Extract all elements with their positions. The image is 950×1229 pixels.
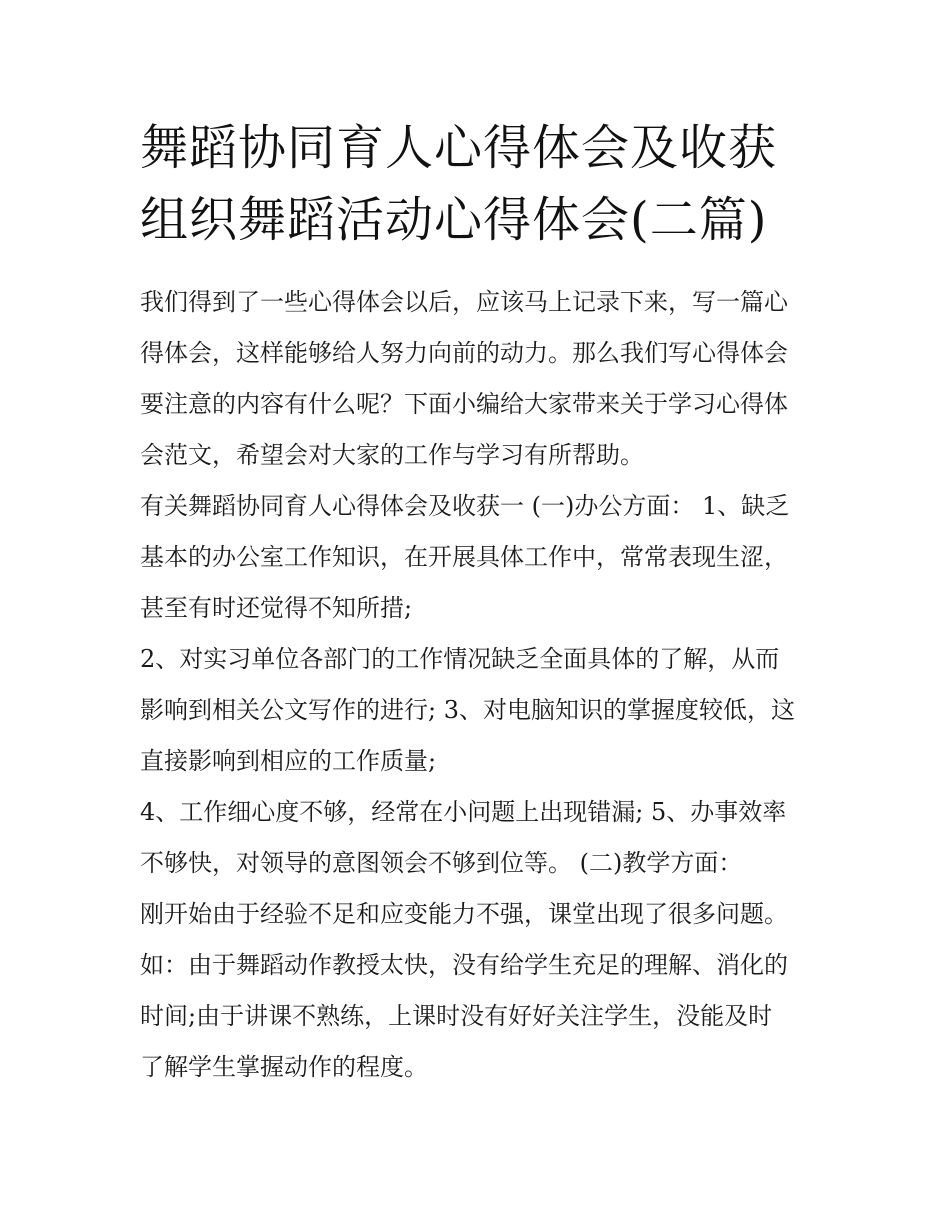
text-line: 基本的办公室工作知识，在开展具体工作中，常常表现生涩， — [140, 543, 788, 571]
text-line: 2、对实习单位各部门的工作情况缺乏全面具体的了解，从而 — [140, 645, 780, 673]
text-line: 如：由于舞蹈动作教授太快，没有给学生充足的理解、消化的 — [140, 951, 788, 979]
text-line: 直接影响到相应的工作质量; — [140, 747, 437, 775]
text-line: 有关舞蹈协同育人心得体会及收获一 (一)办公方面： 1、缺乏 — [140, 492, 790, 520]
text-line: 了解学生掌握动作的程度。 — [140, 1053, 428, 1081]
page-title — [140, 112, 840, 256]
text-line: 不够快，对领导的意图领会不够到位等。 (二)教学方面： — [140, 849, 743, 877]
text-line: 会范文，希望会对大家的工作与学习有所帮助。 — [140, 441, 644, 469]
text-line: 4、工作细心度不够，经常在小问题上出现错漏; 5、办事效率 — [140, 798, 787, 826]
text-line: 要注意的内容有什么呢？下面小编给大家带来关于学习心得体 — [140, 390, 788, 418]
text-line: 得体会，这样能够给人努力向前的动力。那么我们写心得体会 — [140, 339, 788, 367]
title-line-2: 组织舞蹈活动心得体会(二篇) — [140, 192, 768, 248]
text-line: 影响到相关公文写作的进行; 3、对电脑知识的掌握度较低，这 — [140, 696, 795, 724]
text-line: 刚开始由于经验不足和应变能力不强，课堂出现了很多问题。 — [140, 900, 788, 928]
document-body — [140, 280, 830, 1096]
title-line-1: 舞蹈协同育人心得体会及收获 — [140, 120, 778, 176]
text-line: 时间;由于讲课不熟练，上课时没有好好关注学生，没能及时 — [140, 1002, 773, 1030]
text-line: 我们得到了一些心得体会以后，应该马上记录下来，写一篇心 — [140, 288, 788, 316]
text-line: 甚至有时还觉得不知所措; — [140, 594, 413, 622]
